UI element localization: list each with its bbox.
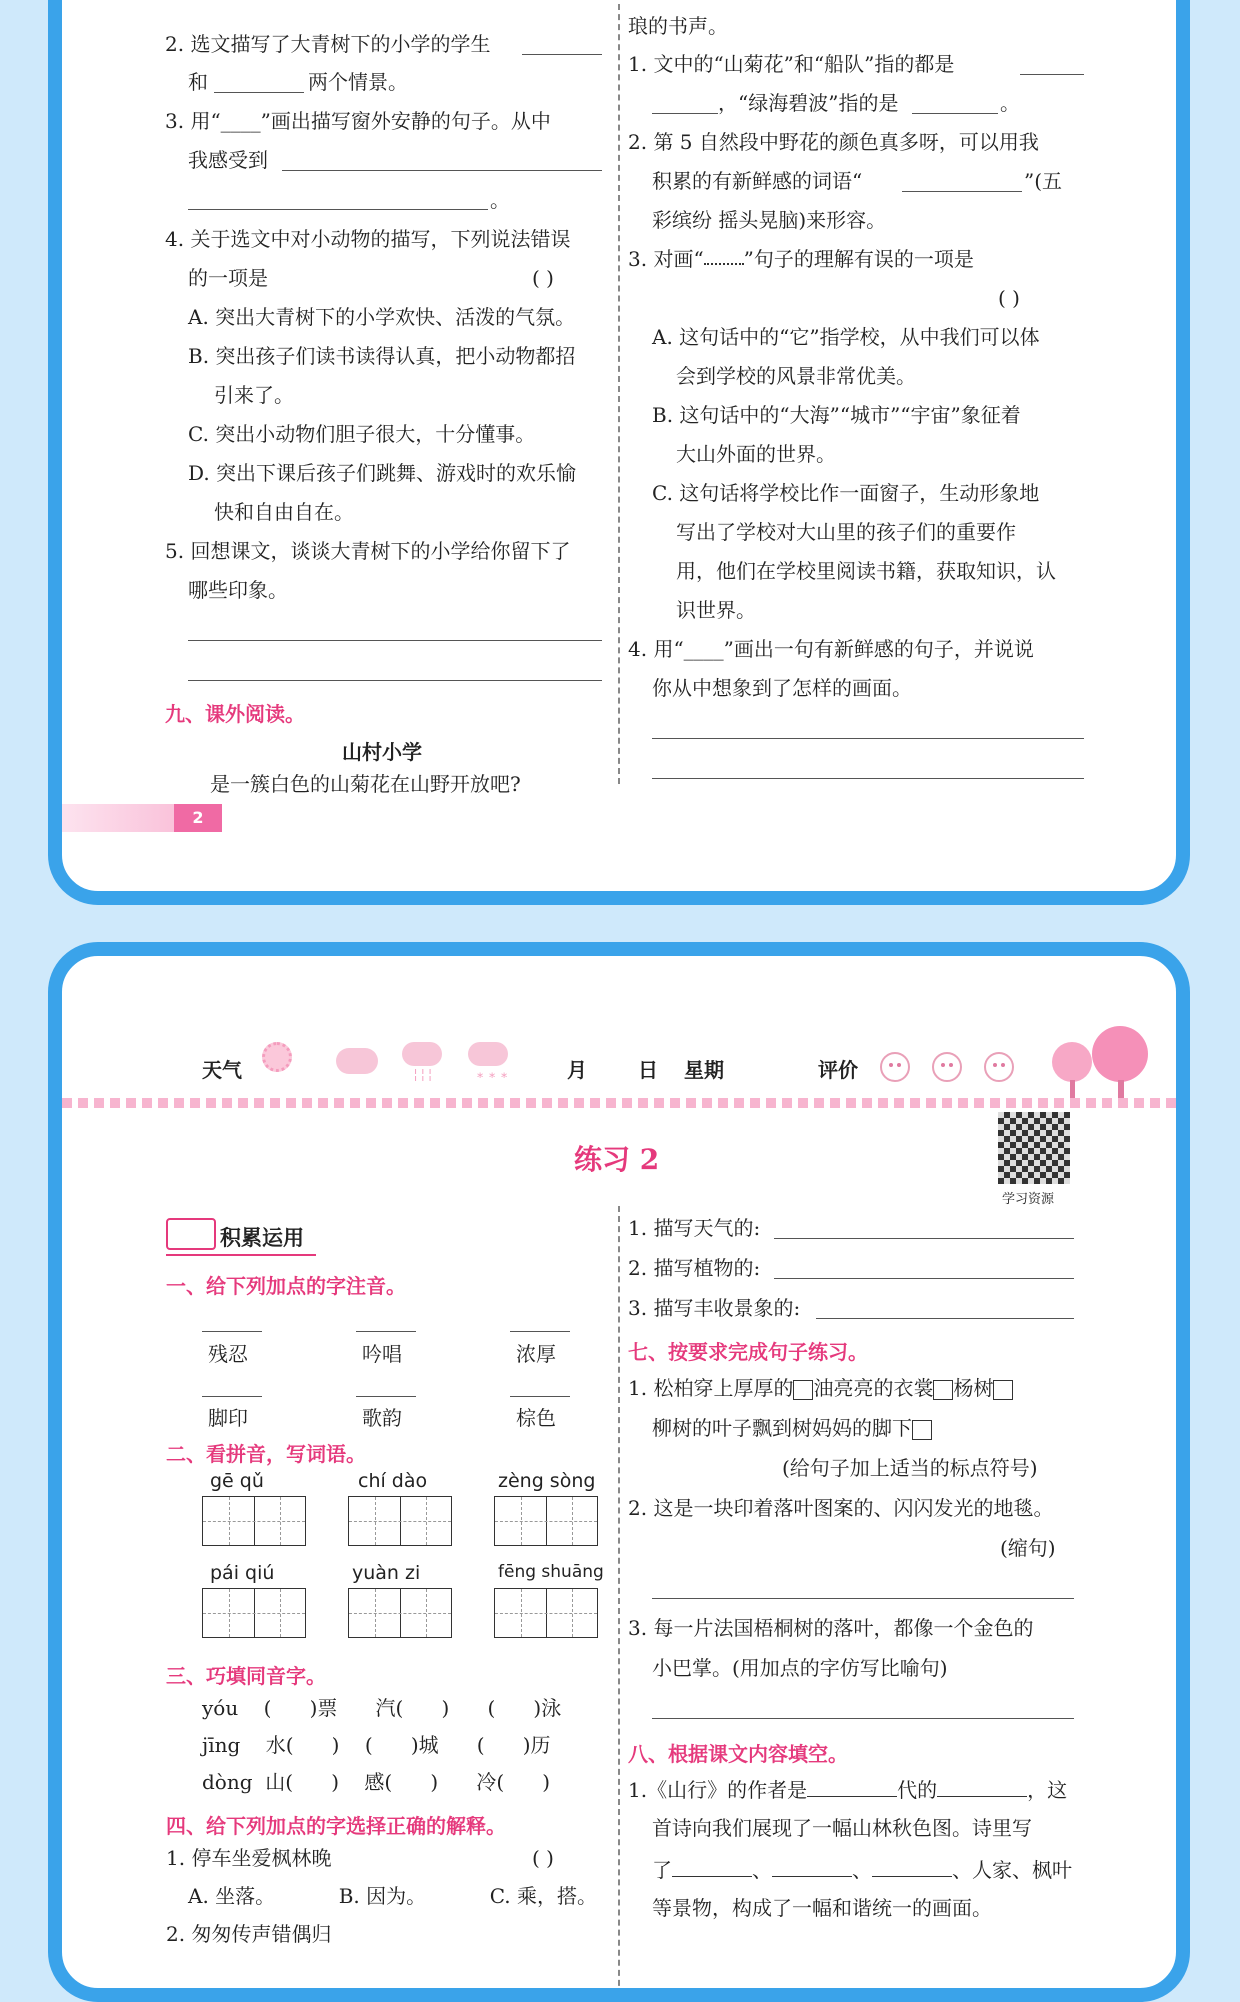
homophone-row-2: jīng 水( ) ( )城 ( )历 [202, 1733, 551, 1757]
answer-blank[interactable] [807, 1778, 897, 1797]
homophone-row-3: dòng 山( ) 感( ) 冷( ) [202, 1770, 551, 1794]
pinyin-1-1: gē qǔ [210, 1470, 264, 1492]
q5-line2: 哪些印象。 [188, 578, 288, 602]
section-banner: 积累运用 [220, 1226, 304, 1250]
q4-option-b2: 引来了。 [214, 383, 294, 407]
section-9-heading: 九、课外阅读。 [165, 702, 305, 726]
answer-blank[interactable] [672, 1858, 752, 1877]
punctuation-box[interactable] [912, 1420, 932, 1440]
rating-face-icon[interactable] [880, 1052, 910, 1082]
r3-option-c3: 用，他们在学校里阅读书籍，获取知识，认 [676, 559, 1056, 583]
s7-q1-line2: 柳树的叶子飘到树妈妈的脚下 [652, 1418, 932, 1440]
r2-line2-end: ”(五 [1024, 169, 1063, 193]
pinyin-1-3: zèng sòng [498, 1470, 596, 1492]
answer-line[interactable] [652, 1718, 1074, 1719]
book-icon [166, 1218, 216, 1250]
answer-blank[interactable] [912, 113, 998, 114]
d1-label: 1. 描写天气的: [628, 1216, 761, 1240]
r3-option-c4: 识世界。 [676, 598, 756, 622]
q3-line1: 3. 用“____”画出描写窗外安静的句子。从中 [165, 109, 551, 133]
weekday-label: 星期 [684, 1058, 724, 1082]
page-frame-bottom [48, 942, 1190, 2002]
pinyin-blank[interactable] [202, 1331, 262, 1332]
tree-icon [1092, 1026, 1148, 1082]
r3-option-c1: C. 这句话将学校比作一面窗子，生动形象地 [652, 481, 1040, 505]
homophone-row-1: yóu ( )票 汽( ) ( )泳 [202, 1696, 562, 1720]
q4-answer-paren[interactable]: ( ) [532, 266, 554, 290]
q2-line2-post: 两个情景。 [308, 70, 408, 94]
r1-end: 。 [1000, 91, 1020, 115]
q3-end: 。 [490, 188, 510, 212]
s4-options: A. 坐落。 B. 因为。 C. 乘，搭。 [188, 1884, 598, 1908]
word-2-3: 棕色 [516, 1406, 556, 1430]
answer-blank[interactable] [902, 191, 1022, 192]
writing-grid[interactable] [202, 1496, 306, 1546]
tree-trunk [1070, 1080, 1075, 1100]
section-4-heading: 四、给下列加点的字选择正确的解释。 [166, 1814, 506, 1838]
pinyin-2-2: yuàn zi [352, 1562, 421, 1584]
answer-blank[interactable] [937, 1778, 1027, 1797]
pinyin-2-1: pái qiú [210, 1562, 275, 1584]
section-1-heading: 一、给下列加点的字注音。 [166, 1274, 406, 1298]
column-divider [618, 1206, 620, 2002]
s8-line3: 了 、 、 、人家、枫叶 [652, 1858, 1072, 1882]
r4-line2: 你从中想象到了怎样的画面。 [652, 676, 912, 700]
answer-line[interactable] [816, 1318, 1074, 1319]
tree-icon [1052, 1042, 1092, 1082]
word-2-1: 脚印 [208, 1406, 248, 1430]
writing-grid[interactable] [494, 1588, 598, 1638]
article-title: 山村小学 [342, 740, 422, 764]
page-title: 练习 2 [574, 1143, 660, 1176]
answer-blank[interactable] [214, 92, 304, 93]
s8-line2: 首诗向我们展现了一幅山林秋色图。诗里写 [652, 1816, 1032, 1840]
section-8-heading: 八、根据课文内容填空。 [628, 1742, 848, 1766]
r4-line1: 4. 用“____”画出一句有新鲜感的句子，并说说 [628, 637, 1034, 661]
punctuation-box[interactable] [993, 1380, 1013, 1400]
pinyin-2-3: fēng shuāng [498, 1562, 604, 1582]
pinyin-blank[interactable] [356, 1396, 416, 1397]
page-frame-top [48, 0, 1190, 905]
s4-q1: 1. 停车坐爱枫林晚 [166, 1846, 332, 1870]
answer-blank[interactable] [652, 113, 718, 114]
s7-q1-line1: 1. 松柏穿上厚厚的 油亮亮的衣裳 杨树 [628, 1378, 1013, 1400]
word-1-2: 吟唱 [362, 1342, 402, 1366]
q4-option-c: C. 突出小动物们胆子很大，十分懂事。 [188, 422, 536, 446]
answer-blank[interactable] [872, 1858, 952, 1877]
answer-line[interactable] [652, 1598, 1074, 1599]
section-3-heading: 三、巧填同音字。 [166, 1664, 326, 1688]
s4-q1-paren[interactable]: ( ) [532, 1846, 554, 1870]
s4-q2: 2. 匆匆传声错偶归 [166, 1922, 332, 1946]
r3-option-b1: B. 这句话中的“大海”“城市”“宇宙”象征着 [652, 403, 1021, 427]
snow-flakes: ∗ ∗ ∗ [476, 1068, 509, 1082]
day-label: 日 [638, 1058, 658, 1082]
r1-line2: ，“绿海碧波”指的是 [718, 91, 899, 115]
rain-drops: ╎╎╎ [412, 1068, 434, 1082]
snow-icon[interactable] [468, 1042, 508, 1066]
q4-line1: 4. 关于选文中对小动物的描写，下列说法错误 [165, 227, 571, 251]
s7-q2-instruction: (缩句) [1000, 1536, 1056, 1560]
answer-line[interactable] [188, 640, 602, 641]
answer-line[interactable] [774, 1238, 1074, 1239]
writing-grid[interactable] [202, 1588, 306, 1638]
pinyin-1-2: chí dào [358, 1470, 428, 1492]
r1-line1: 1. 文中的“山菊花”和“船队”指的都是 [628, 52, 955, 76]
answer-line[interactable] [188, 680, 602, 681]
r2-line1: 2. 第 5 自然段中野花的颜色真多呀，可以用我 [628, 130, 1039, 154]
s8-line4: 等景物，构成了一幅和谐统一的画面。 [652, 1896, 992, 1920]
s7-q2-line1: 2. 这是一块印着落叶图案的、闪闪发光的地毯。 [628, 1496, 1054, 1520]
answer-blank[interactable] [188, 209, 488, 210]
qr-caption: 学习资源 [1002, 1192, 1055, 1207]
answer-blank[interactable] [522, 54, 602, 55]
q4-option-b1: B. 突出孩子们读书读得认真，把小动物都招 [188, 344, 576, 368]
r3-option-a2: 会到学校的风景非常优美。 [676, 364, 916, 388]
punctuation-box[interactable] [793, 1380, 813, 1400]
decorative-border [62, 1098, 1176, 1108]
r2-line3: 彩缤纷 摇头晃脑)来形容。 [652, 208, 887, 232]
writing-grid[interactable] [494, 1496, 598, 1546]
r3-option-c2: 写出了学校对大山里的孩子们的重要作 [676, 520, 1016, 544]
punctuation-box[interactable] [933, 1380, 953, 1400]
q4-option-d2: 快和自由自在。 [214, 500, 354, 524]
rain-icon[interactable] [402, 1042, 442, 1066]
d3-label: 3. 描写丰收景象的: [628, 1296, 801, 1320]
s7-q1-instruction: (给句子加上适当的标点符号) [782, 1456, 1038, 1480]
column-divider [618, 0, 620, 784]
month-label: 月 [567, 1058, 587, 1082]
cloud-icon[interactable] [336, 1048, 378, 1074]
r3-option-a1: A. 这句话中的“它”指学校，从中我们可以体 [652, 325, 1040, 349]
q5-line1: 5. 回想课文，谈谈大青树下的小学给你留下了 [165, 539, 571, 563]
q4-option-a: A. 突出大青树下的小学欢快、活泼的气氛。 [188, 305, 576, 329]
writing-grid[interactable] [348, 1496, 452, 1546]
rating-face-icon[interactable] [984, 1052, 1014, 1082]
d2-label: 2. 描写植物的: [628, 1256, 761, 1280]
pinyin-blank[interactable] [202, 1396, 262, 1397]
s8-line1: 1.《山行》的作者是 代的 ，这 [628, 1778, 1068, 1802]
answer-blank[interactable] [282, 170, 602, 171]
r3-option-b2: 大山外面的世界。 [676, 442, 836, 466]
answer-line[interactable] [774, 1278, 1074, 1279]
section-7-heading: 七、按要求完成句子练习。 [628, 1340, 868, 1364]
pinyin-blank[interactable] [510, 1396, 570, 1397]
pinyin-blank[interactable] [510, 1331, 570, 1332]
pinyin-blank[interactable] [356, 1331, 416, 1332]
q2-line1: 2. 选文描写了大青树下的小学的学生 [165, 32, 491, 56]
writing-grid[interactable] [348, 1588, 452, 1638]
page-number: 2 [174, 804, 222, 832]
r2-line2: 积累的有新鲜感的词语“ [652, 169, 863, 193]
banner-underline [166, 1254, 316, 1256]
rating-label: 评价 [818, 1058, 858, 1082]
q3-line2: 我感受到 [188, 148, 268, 172]
q2-line2-pre: 和 [188, 70, 208, 94]
s7-q3-line1: 3. 每一片法国梧桐树的落叶，都像一个金色的 [628, 1616, 1034, 1640]
word-2-2: 歌韵 [362, 1406, 402, 1430]
word-1-1: 残忍 [208, 1342, 248, 1366]
answer-blank[interactable] [1020, 74, 1084, 75]
answer-line[interactable] [652, 778, 1084, 779]
r3-line1: 3. 对画“ ”句子的理解有误的一项是 [628, 247, 974, 271]
s7-q3-line2: 小巴掌。(用加点的字仿写比喻句) [652, 1656, 948, 1680]
r3-answer-paren[interactable]: ( ) [998, 286, 1020, 310]
section-2-heading: 二、看拼音，写词语。 [166, 1442, 366, 1466]
wavy-underline [704, 257, 744, 265]
qr-code[interactable] [998, 1112, 1070, 1184]
weather-label: 天气 [202, 1058, 242, 1082]
q4-option-d1: D. 突出下课后孩子们跳舞、游戏时的欢乐愉 [188, 461, 577, 485]
article-line1: 是一簇白色的山菊花在山野开放吧? [210, 772, 521, 796]
r-top-line: 琅的书声。 [628, 14, 728, 38]
answer-blank[interactable] [772, 1858, 852, 1877]
word-1-3: 浓厚 [516, 1342, 556, 1366]
answer-line[interactable] [652, 738, 1084, 739]
rating-face-icon[interactable] [932, 1052, 962, 1082]
sun-icon[interactable] [262, 1042, 292, 1072]
q4-line2: 的一项是 [188, 266, 268, 290]
